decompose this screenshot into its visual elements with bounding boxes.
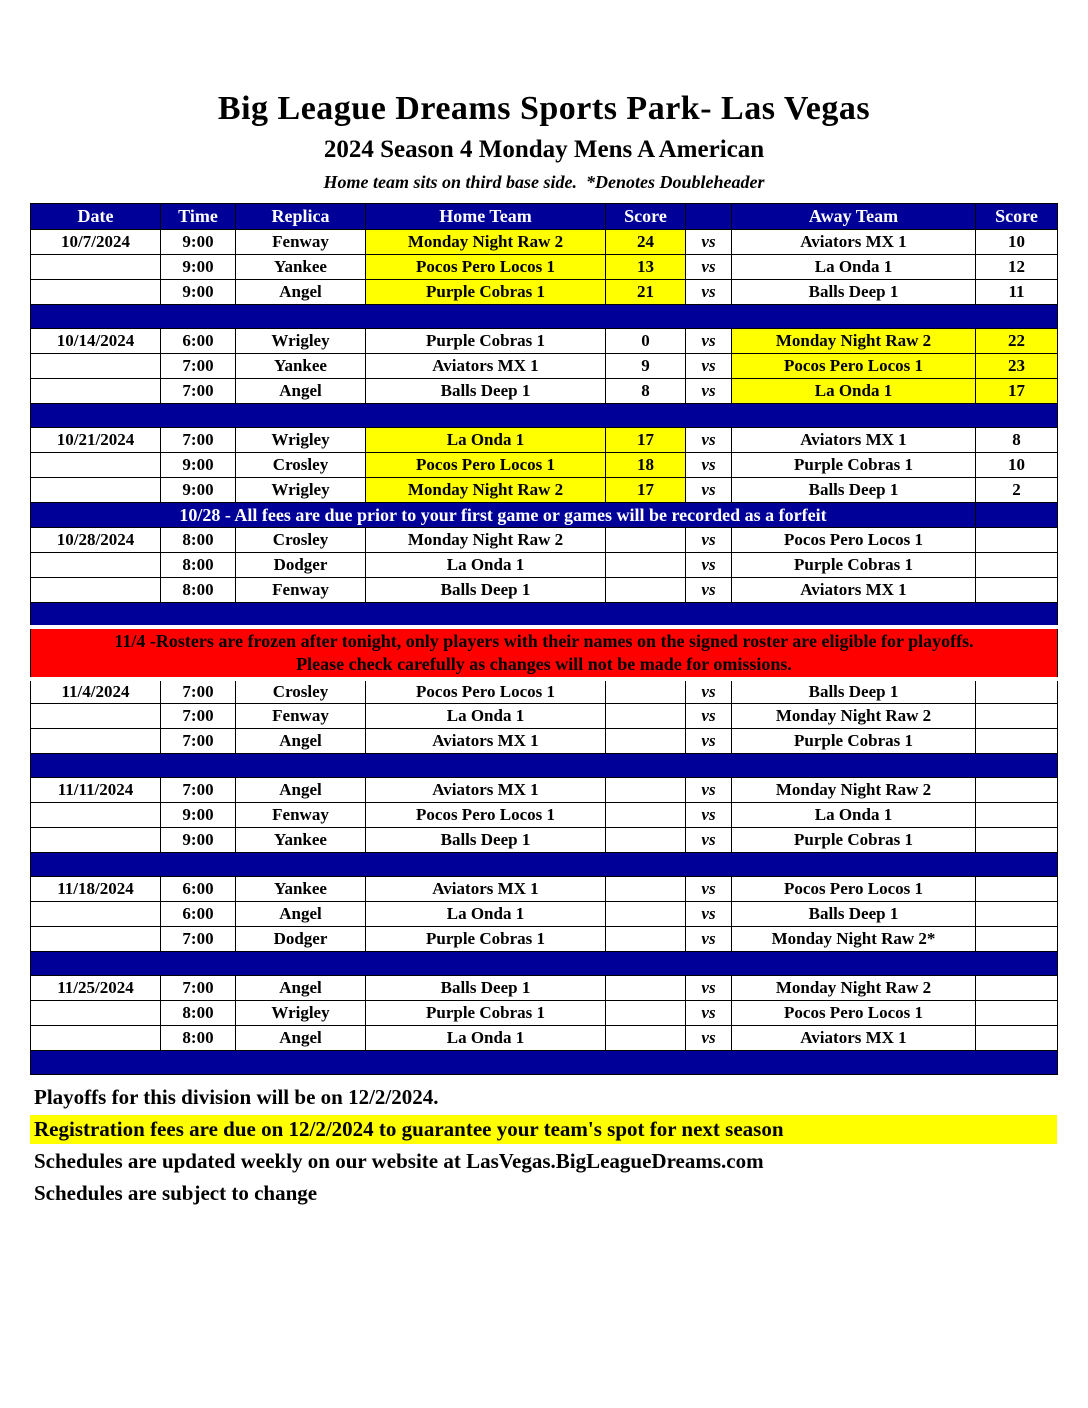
home-team-cell: Purple Cobras 1 xyxy=(366,1001,606,1026)
away-score-cell: 23 xyxy=(976,354,1058,379)
replica-cell: Angel xyxy=(236,1026,366,1051)
away-team-cell: Aviators MX 1 xyxy=(732,230,976,255)
date-cell xyxy=(31,280,161,305)
replica-cell: Crosley xyxy=(236,453,366,478)
game-row xyxy=(31,877,1058,902)
date-cell xyxy=(31,255,161,280)
separator-band xyxy=(31,952,1058,976)
time-cell: 6:00 xyxy=(161,902,236,927)
replica-cell: Angel xyxy=(236,729,366,754)
game-row xyxy=(31,478,1058,503)
game-row xyxy=(31,379,1058,404)
replica-cell: Crosley xyxy=(236,679,366,704)
time-cell: 9:00 xyxy=(161,230,236,255)
home-team-cell: Aviators MX 1 xyxy=(366,877,606,902)
vs-label: vs xyxy=(686,329,732,354)
away-score-cell xyxy=(976,1001,1058,1026)
separator-row xyxy=(31,1051,1058,1075)
vs-label: vs xyxy=(686,729,732,754)
home-team-cell: Balls Deep 1 xyxy=(366,976,606,1001)
vs-label: vs xyxy=(686,976,732,1001)
away-team-cell: Aviators MX 1 xyxy=(732,428,976,453)
date-cell xyxy=(31,1001,161,1026)
away-team-cell: Monday Night Raw 2 xyxy=(732,329,976,354)
away-score-cell xyxy=(976,927,1058,952)
home-score-cell: 24 xyxy=(606,230,686,255)
vs-label: vs xyxy=(686,1026,732,1051)
column-header-score: Score xyxy=(606,204,686,230)
replica-cell: Fenway xyxy=(236,704,366,729)
home-score-cell: 0 xyxy=(606,329,686,354)
date-cell xyxy=(31,379,161,404)
replica-cell: Crosley xyxy=(236,528,366,553)
column-header-home-team: Home Team xyxy=(366,204,606,230)
game-row xyxy=(31,354,1058,379)
away-team-cell: Monday Night Raw 2 xyxy=(732,778,976,803)
away-team-cell: Purple Cobras 1 xyxy=(732,453,976,478)
game-row xyxy=(31,1001,1058,1026)
replica-cell: Wrigley xyxy=(236,428,366,453)
separator-band xyxy=(31,853,1058,877)
time-cell: 9:00 xyxy=(161,478,236,503)
time-cell: 9:00 xyxy=(161,453,236,478)
home-team-cell: Monday Night Raw 2 xyxy=(366,478,606,503)
vs-label: vs xyxy=(686,230,732,255)
replica-cell: Wrigley xyxy=(236,329,366,354)
away-score-cell xyxy=(976,729,1058,754)
home-team-cell: Pocos Pero Locos 1 xyxy=(366,679,606,704)
time-cell: 9:00 xyxy=(161,803,236,828)
away-score-cell xyxy=(976,1026,1058,1051)
game-row xyxy=(31,828,1058,853)
vs-label: vs xyxy=(686,354,732,379)
time-cell: 7:00 xyxy=(161,354,236,379)
home-team-cell: Purple Cobras 1 xyxy=(366,329,606,354)
away-score-cell: 10 xyxy=(976,453,1058,478)
date-cell: 11/18/2024 xyxy=(31,877,161,902)
vs-label: vs xyxy=(686,553,732,578)
game-row xyxy=(31,1026,1058,1051)
away-score-cell xyxy=(976,902,1058,927)
date-cell: 10/21/2024 xyxy=(31,428,161,453)
away-team-cell: Purple Cobras 1 xyxy=(732,553,976,578)
home-team-cell: Purple Cobras 1 xyxy=(366,927,606,952)
away-score-cell xyxy=(976,976,1058,1001)
home-team-cell: La Onda 1 xyxy=(366,1026,606,1051)
date-cell: 10/28/2024 xyxy=(31,528,161,553)
time-cell: 7:00 xyxy=(161,428,236,453)
away-score-cell xyxy=(976,877,1058,902)
replica-cell: Angel xyxy=(236,902,366,927)
game-row xyxy=(31,453,1058,478)
separator-row xyxy=(31,754,1058,778)
home-team-cell: Balls Deep 1 xyxy=(366,578,606,603)
game-row xyxy=(31,280,1058,305)
separator-row xyxy=(31,952,1058,976)
notice-text xyxy=(31,627,1058,679)
date-cell: 11/11/2024 xyxy=(31,778,161,803)
page-subtitle: 2024 Season 4 Monday Mens A American xyxy=(323,136,765,163)
date-cell xyxy=(31,553,161,578)
replica-cell: Angel xyxy=(236,379,366,404)
vs-label: vs xyxy=(686,679,732,704)
separator-band xyxy=(31,305,1058,329)
replica-cell: Yankee xyxy=(236,354,366,379)
vs-label: vs xyxy=(686,578,732,603)
away-team-cell: Pocos Pero Locos 1 xyxy=(732,1001,976,1026)
vs-label: vs xyxy=(686,877,732,902)
column-header-vs xyxy=(686,204,732,230)
away-score-cell: 10 xyxy=(976,230,1058,255)
home-score-cell xyxy=(606,553,686,578)
replica-cell: Fenway xyxy=(236,803,366,828)
replica-cell: Yankee xyxy=(236,828,366,853)
away-team-cell: La Onda 1 xyxy=(732,379,976,404)
away-team-cell: Pocos Pero Locos 1 xyxy=(732,877,976,902)
time-cell: 8:00 xyxy=(161,553,236,578)
game-row xyxy=(31,230,1058,255)
away-score-cell xyxy=(976,803,1058,828)
away-team-cell: Balls Deep 1 xyxy=(732,902,976,927)
time-cell: 7:00 xyxy=(161,927,236,952)
time-cell: 6:00 xyxy=(161,877,236,902)
away-team-cell: Monday Night Raw 2 xyxy=(732,704,976,729)
away-score-cell: 17 xyxy=(976,379,1058,404)
date-cell xyxy=(31,902,161,927)
home-team-cell: Balls Deep 1 xyxy=(366,828,606,853)
away-score-cell xyxy=(976,828,1058,853)
game-row xyxy=(31,528,1058,553)
vs-label: vs xyxy=(686,828,732,853)
date-cell xyxy=(31,478,161,503)
time-cell: 8:00 xyxy=(161,1026,236,1051)
home-score-cell: 17 xyxy=(606,478,686,503)
away-team-cell: Balls Deep 1 xyxy=(732,280,976,305)
vs-label: vs xyxy=(686,803,732,828)
home-score-cell xyxy=(606,1026,686,1051)
game-row xyxy=(31,704,1058,729)
home-score-cell xyxy=(606,877,686,902)
notice-text: 10/28 - All fees are due prior to your first game or games will be recorded as a forfeit xyxy=(31,503,976,528)
replica-cell: Wrigley xyxy=(236,478,366,503)
column-header-date: Date xyxy=(31,204,161,230)
home-score-cell xyxy=(606,828,686,853)
vs-label: vs xyxy=(686,1001,732,1026)
game-row xyxy=(31,729,1058,754)
home-team-cell: Pocos Pero Locos 1 xyxy=(366,255,606,280)
home-team-cell: Aviators MX 1 xyxy=(366,354,606,379)
game-row xyxy=(31,553,1058,578)
date-cell: 10/14/2024 xyxy=(31,329,161,354)
time-cell: 7:00 xyxy=(161,679,236,704)
vs-label: vs xyxy=(686,255,732,280)
vs-label: vs xyxy=(686,428,732,453)
home-score-cell xyxy=(606,729,686,754)
home-team-cell: La Onda 1 xyxy=(366,428,606,453)
home-team-cell: La Onda 1 xyxy=(366,704,606,729)
date-cell xyxy=(31,828,161,853)
away-team-cell: Balls Deep 1 xyxy=(732,679,976,704)
date-cell xyxy=(31,704,161,729)
home-team-cell: La Onda 1 xyxy=(366,553,606,578)
separator-band xyxy=(31,1051,1058,1075)
game-row xyxy=(31,927,1058,952)
vs-label: vs xyxy=(686,902,732,927)
replica-cell: Yankee xyxy=(236,255,366,280)
home-score-cell xyxy=(606,578,686,603)
separator-band xyxy=(31,404,1058,428)
time-cell: 8:00 xyxy=(161,528,236,553)
column-header-away-team: Away Team xyxy=(732,204,976,230)
replica-cell: Wrigley xyxy=(236,1001,366,1026)
game-row xyxy=(31,428,1058,453)
vs-label: vs xyxy=(686,927,732,952)
blue-notice-row xyxy=(31,503,1058,528)
date-cell: 11/25/2024 xyxy=(31,976,161,1001)
game-row xyxy=(31,329,1058,354)
separator-band xyxy=(31,754,1058,778)
game-row xyxy=(31,578,1058,603)
website-note: Schedules are updated weekly on our website at LasVegas.BigLeagueDreams.com xyxy=(34,1149,764,1173)
home-score-cell xyxy=(606,976,686,1001)
game-row xyxy=(31,803,1058,828)
schedule-table xyxy=(30,203,1058,1075)
registration-fees-note: Registration fees are due on 12/2/2024 to guarantee your team's spot for next season xyxy=(30,1115,1057,1144)
away-team-cell: Purple Cobras 1 xyxy=(732,828,976,853)
time-cell: 7:00 xyxy=(161,704,236,729)
date-cell xyxy=(31,453,161,478)
away-team-cell: Aviators MX 1 xyxy=(732,1026,976,1051)
away-score-cell xyxy=(976,704,1058,729)
away-team-cell: Monday Night Raw 2 xyxy=(732,976,976,1001)
game-row xyxy=(31,976,1058,1001)
separator-band xyxy=(31,603,1058,627)
date-cell xyxy=(31,578,161,603)
home-score-cell: 21 xyxy=(606,280,686,305)
subject-to-change-note: Schedules are subject to change xyxy=(34,1181,318,1205)
game-row xyxy=(31,778,1058,803)
game-row xyxy=(31,255,1058,280)
vs-label: vs xyxy=(686,528,732,553)
date-cell: 11/4/2024 xyxy=(31,679,161,704)
separator-row xyxy=(31,305,1058,329)
vs-label: vs xyxy=(686,379,732,404)
home-team-cell: Monday Night Raw 2 xyxy=(366,230,606,255)
column-header-score: Score xyxy=(976,204,1058,230)
away-team-cell: Aviators MX 1 xyxy=(732,578,976,603)
date-cell xyxy=(31,1026,161,1051)
page-note: Home team sits on third base side. *Denotes Doubleheader xyxy=(323,172,765,192)
notice-line: 11/4 -Rosters are frozen after tonight, only players with their names on the signed roster are eligible for playoffs. xyxy=(114,631,974,651)
time-cell: 7:00 xyxy=(161,379,236,404)
time-cell: 7:00 xyxy=(161,778,236,803)
vs-label: vs xyxy=(686,478,732,503)
away-score-cell: 2 xyxy=(976,478,1058,503)
separator-row xyxy=(31,853,1058,877)
home-team-cell: Monday Night Raw 2 xyxy=(366,528,606,553)
home-team-cell: Pocos Pero Locos 1 xyxy=(366,453,606,478)
home-team-cell: Balls Deep 1 xyxy=(366,379,606,404)
away-team-cell: Balls Deep 1 xyxy=(732,478,976,503)
time-cell: 6:00 xyxy=(161,329,236,354)
home-score-cell xyxy=(606,927,686,952)
column-header-time: Time xyxy=(161,204,236,230)
page-title: Big League Dreams Sports Park- Las Vegas xyxy=(217,90,871,127)
away-score-cell: 8 xyxy=(976,428,1058,453)
replica-cell: Yankee xyxy=(236,877,366,902)
date-cell xyxy=(31,927,161,952)
separator-row xyxy=(31,404,1058,428)
time-cell: 8:00 xyxy=(161,1001,236,1026)
time-cell: 9:00 xyxy=(161,828,236,853)
date-cell xyxy=(31,354,161,379)
home-score-cell: 13 xyxy=(606,255,686,280)
home-score-cell xyxy=(606,902,686,927)
away-score-cell xyxy=(976,553,1058,578)
home-score-cell xyxy=(606,704,686,729)
red-notice-row xyxy=(31,627,1058,679)
home-team-cell: Aviators MX 1 xyxy=(366,778,606,803)
vs-label: vs xyxy=(686,453,732,478)
game-row xyxy=(31,679,1058,704)
home-team-cell: Pocos Pero Locos 1 xyxy=(366,803,606,828)
playoffs-note: Playoffs for this division will be on 12/2/2024. xyxy=(34,1085,439,1109)
date-cell xyxy=(31,803,161,828)
home-score-cell: 8 xyxy=(606,379,686,404)
home-score-cell xyxy=(606,528,686,553)
away-team-cell: La Onda 1 xyxy=(732,803,976,828)
home-team-cell: Purple Cobras 1 xyxy=(366,280,606,305)
home-score-cell: 9 xyxy=(606,354,686,379)
away-score-cell xyxy=(976,778,1058,803)
time-cell: 9:00 xyxy=(161,255,236,280)
replica-cell: Fenway xyxy=(236,230,366,255)
footer-notes xyxy=(30,1083,1058,1208)
game-row xyxy=(31,902,1058,927)
home-score-cell xyxy=(606,778,686,803)
away-score-cell: 11 xyxy=(976,280,1058,305)
column-header-replica: Replica xyxy=(236,204,366,230)
away-score-cell: 12 xyxy=(976,255,1058,280)
vs-label: vs xyxy=(686,704,732,729)
time-cell: 9:00 xyxy=(161,280,236,305)
replica-cell: Angel xyxy=(236,976,366,1001)
home-score-cell xyxy=(606,803,686,828)
replica-cell: Dodger xyxy=(236,927,366,952)
home-score-cell xyxy=(606,679,686,704)
table-header-row xyxy=(31,204,1058,230)
replica-cell: Angel xyxy=(236,280,366,305)
away-score-cell xyxy=(976,578,1058,603)
vs-label: vs xyxy=(686,280,732,305)
time-cell: 8:00 xyxy=(161,578,236,603)
date-cell xyxy=(31,729,161,754)
away-team-cell: Purple Cobras 1 xyxy=(732,729,976,754)
replica-cell: Dodger xyxy=(236,553,366,578)
notice-filler xyxy=(976,503,1058,528)
away-team-cell: Pocos Pero Locos 1 xyxy=(732,354,976,379)
home-score-cell: 18 xyxy=(606,453,686,478)
home-score-cell xyxy=(606,1001,686,1026)
notice-line: Please check carefully as changes will not be made for omissions. xyxy=(296,653,792,674)
vs-label: vs xyxy=(686,778,732,803)
time-cell: 7:00 xyxy=(161,729,236,754)
replica-cell: Angel xyxy=(236,778,366,803)
replica-cell: Fenway xyxy=(236,578,366,603)
away-score-cell: 22 xyxy=(976,329,1058,354)
separator-row xyxy=(31,603,1058,627)
date-cell: 10/7/2024 xyxy=(31,230,161,255)
away-score-cell xyxy=(976,528,1058,553)
time-cell: 7:00 xyxy=(161,976,236,1001)
home-team-cell: La Onda 1 xyxy=(366,902,606,927)
away-team-cell: Pocos Pero Locos 1 xyxy=(732,528,976,553)
away-team-cell: Monday Night Raw 2* xyxy=(732,927,976,952)
home-team-cell: Aviators MX 1 xyxy=(366,729,606,754)
away-score-cell xyxy=(976,679,1058,704)
home-score-cell: 17 xyxy=(606,428,686,453)
away-team-cell: La Onda 1 xyxy=(732,255,976,280)
